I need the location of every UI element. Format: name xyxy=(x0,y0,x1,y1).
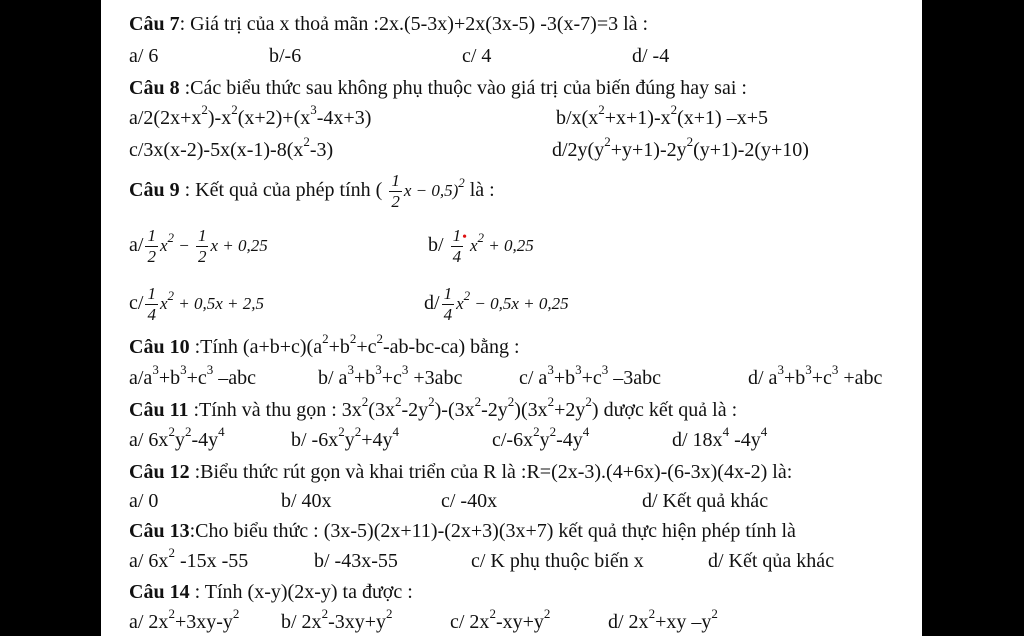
q8-option-b: $b/x(x^2+x+1)-x^2(x+1)$ –x+5 xyxy=(556,102,768,129)
question-9-tail: là : xyxy=(469,179,495,201)
q11-option-d: d/ $18x^4$ $-4y^4$ xyxy=(672,424,768,451)
q12-option-a: a/ 0 xyxy=(129,490,159,512)
question-10-label: Câu 10 xyxy=(129,336,190,358)
q13-option-b: b/ -43x-55 xyxy=(314,550,398,572)
q9-option-a: a/ $\frac{1}{2}$ $x^2$ − $\frac{1}{2}$ x + 0,25 xyxy=(129,225,268,266)
question-14-label: Câu 14 xyxy=(129,581,190,603)
question-7 xyxy=(129,12,648,36)
fraction-half: $\frac{1}{2}$ xyxy=(391,170,400,211)
q13-option-d: d/ Kết qủa khác xyxy=(708,550,835,572)
q12-option-d: d/ Kết quả khác xyxy=(642,490,769,512)
q8-option-a: $a/2(2x+x^2)-x^2(x+2)+(x^3-4x+3)$ xyxy=(129,102,372,129)
q7-option-c: c/ 4 xyxy=(462,45,492,67)
q10-option-b: b/ $a^3+b^3+c^3 +3abc$ xyxy=(318,362,463,389)
q8-option-c: $c/3x(x-2)-5x(x-1)-8(x^2-3)$ xyxy=(129,134,334,161)
question-7-label: Câu 7 xyxy=(129,13,180,35)
q10-option-d: d/ $a^3+b^3+c^3 +abc$ xyxy=(748,362,883,389)
question-10: Câu 10 :Tính $(a+b+c)(a^2+b^2+c^2-ab-bc-ca)$ bằng : xyxy=(129,331,520,358)
q10-option-a: $a/a^3+b^3+c^3$ –abc xyxy=(129,362,257,389)
question-14-text: : Tính (x-y)(2x-y) ta được : xyxy=(189,581,413,603)
q9-option-c: c/ $\frac{1}{4}$ $x^2 + 0,5x + 2,5$ xyxy=(129,283,264,324)
question-8-text: :Các biểu thức sau không phụ thuộc vào giá trị của biến đúng hay sai : xyxy=(179,77,747,99)
q7-option-a: a/ 6 xyxy=(129,45,159,67)
q10-option-c: c/ $a^3+b^3+c^3$ –3abc xyxy=(519,362,662,389)
q12-option-b: b/ 40x xyxy=(281,490,332,512)
q14-option-d: d/ $2x^2+xy$ $-y^2$ xyxy=(608,606,718,633)
question-12-label: Câu 12 xyxy=(129,461,190,483)
question-13-text: :Cho biểu thức : (3x-5)(2x+11)-(2x+3)(3x+7) kết quả thực hiện phép tính là xyxy=(189,520,796,542)
q8-option-d: $d/2y(y^2+y+1)-2y^2(y+1)-2(y+10)$ xyxy=(552,134,809,161)
q11-option-a: a/ $6x^2y^2-4y^4$ xyxy=(129,424,225,451)
question-9: Câu 9 : Kết quả của phép tính ( $\frac{1}{2}$ x − 0,5)$^2$ là : xyxy=(129,170,495,211)
question-14 xyxy=(129,580,413,604)
question-11-label: Câu 11 xyxy=(129,399,189,421)
q13-option-a: a/ $6x^2$ -15x -55 xyxy=(129,545,249,572)
q12-option-c: c/ -40x xyxy=(441,490,498,512)
document-page xyxy=(101,0,922,636)
q13-option-c: c/ K phụ thuộc biến x xyxy=(471,550,644,572)
question-7-text: : Giá trị của x thoả mãn :2x.(5-3x)+2x(3x-5) -3(x-7)=3 là : xyxy=(179,13,649,35)
question-9-text: : Kết quả của phép tính xyxy=(179,179,371,201)
question-8-label: Câu 8 xyxy=(129,77,180,99)
q11-option-c: $c/-6x^2y^2-4y^4$ xyxy=(492,424,590,451)
question-13 xyxy=(129,519,796,543)
q11-option-b: b/ $-6x^2y^2+4y^4$ xyxy=(291,424,399,451)
q14-option-a: a/ $2x^2+3xy-y^2$ xyxy=(129,606,240,633)
q9-option-b: b/ $\frac{1}{4}$ • $x^2 + 0,25$ xyxy=(428,225,534,266)
question-13-label: Câu 13 xyxy=(129,520,190,542)
q9-option-d: d/ $\frac{1}{4}$ $x^2 - 0,5x + 0,25$ xyxy=(424,283,569,324)
q7-option-d: d/ -4 xyxy=(632,45,670,67)
question-12 xyxy=(129,460,792,484)
question-8 xyxy=(129,76,747,100)
q7-option-b: b/-6 xyxy=(269,45,302,67)
q14-option-c: c/ $2x^2-xy+y^2$ xyxy=(450,606,551,633)
question-12-text: :Biểu thức rút gọn và khai triển của R là :R=(2x-3).(4+6x)-(6-3x)(4x-2) là: xyxy=(189,461,793,483)
q14-option-b: b/ $2x^2-3xy+y^2$ xyxy=(281,606,393,633)
question-9-label: Câu 9 xyxy=(129,179,180,201)
question-11: Câu 11 :Tính và thu gọn : $3x^2(3x^2-2y^2)-(3x^2-2y^2)(3x^2+2y^2)$ dược kết quả là : xyxy=(129,394,738,421)
